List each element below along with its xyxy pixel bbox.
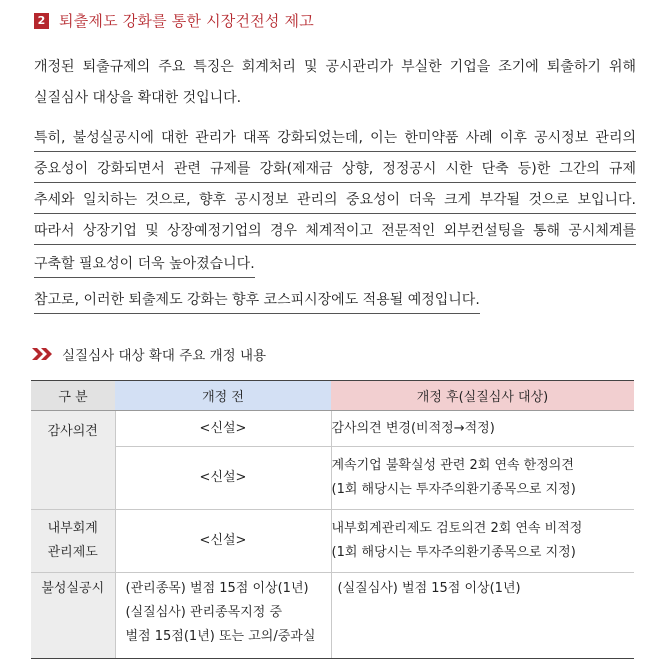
header-after: 개정 후(실질심사 대상)	[331, 381, 634, 411]
after-cell	[331, 411, 634, 447]
cell-text: <신설>	[199, 420, 247, 436]
category-cell	[31, 510, 115, 573]
paragraph-disclosure	[34, 125, 636, 280]
table-header-row	[31, 381, 634, 411]
table-title: 실질심사 대상 확대 주요 개정 내용	[62, 348, 267, 364]
table-row	[31, 447, 634, 510]
paragraph-line: 개정된 퇴출규제의 주요 특징은 회계처리 및 공시관리가 부실한 기업을 조기에 퇴출하기 위해	[34, 59, 636, 75]
cell-text: 감사의견 변경(비적정→적정)	[331, 420, 495, 436]
cell-text: (실질심사) 관리종목지정 중	[125, 605, 283, 620]
after-cell	[331, 573, 634, 659]
section-number-badge: 2	[34, 13, 49, 29]
paragraph-line: 실질심사 대상을 확대한 것입니다.	[34, 90, 242, 106]
cell-text: <신설>	[199, 470, 247, 485]
section-heading	[34, 10, 314, 31]
cell-text: <신설>	[199, 533, 247, 548]
before-cell	[115, 510, 331, 573]
table-row	[31, 573, 634, 659]
header-category: 구 분	[31, 381, 115, 411]
cell-text: (관리종목) 벌점 15점 이상(1년)	[125, 581, 309, 596]
before-cell	[115, 447, 331, 510]
underlined-line: 참고로, 이러한 퇴출제도 강화는 향후 코스피시장에도 적용될 예정입니다.	[34, 287, 480, 314]
after-cell	[331, 447, 634, 510]
cell-text: (1회 해당시는 투자주의환기종목으로 지정)	[331, 482, 576, 497]
cell-text: 계속기업 불확실성 관련 2회 연속 한정의견	[331, 458, 574, 473]
before-cell	[115, 573, 331, 659]
cell-text: 벌점 15점(1년) 또는 고의/중과실	[125, 629, 316, 644]
cell-text: 내부회계관리제도 검토의견 2회 연속 비적정	[331, 521, 583, 536]
table-row	[31, 510, 634, 573]
section-title: 퇴출제도 강화를 통한 시장건전성 제고	[59, 12, 314, 30]
underlined-line: 구축할 필요성이 더욱 높아졌습니다.	[34, 251, 255, 278]
category-label: 내부회계	[47, 521, 98, 536]
paragraph-intro	[34, 52, 636, 114]
underlined-line: 추세와 일치하는 것으로, 향후 공시정보 관리의 중요성이 더욱 크게 부각될 것으로 보입니다.	[34, 187, 636, 214]
revision-table	[31, 380, 634, 659]
before-cell	[115, 411, 331, 447]
cell-text: (실질심사) 벌점 15점 이상(1년)	[337, 581, 521, 596]
category-label: 관리제도	[47, 545, 98, 560]
category-label: 불성실공시	[41, 581, 105, 596]
paragraph-kospi-note	[34, 285, 636, 316]
after-cell	[331, 510, 634, 573]
underlined-line: 특히, 불성실공시에 대한 관리가 대폭 강화되었는데, 이는 한미약품 사례 이후 공시정보 관리의	[34, 125, 636, 152]
category-cell	[31, 411, 115, 510]
table-subheading	[32, 344, 266, 364]
underlined-line: 중요성이 강화되면서 관련 규제를 강화(제재금 상향, 정정공시 시한 단축 등)한 그간의 규제	[34, 156, 636, 183]
header-before: 개정 전	[115, 381, 331, 411]
underlined-line: 따라서 상장기업 및 상장예정기업의 경우 체계적이고 전문적인 외부컨설팅을 통해 공시체계를	[34, 218, 636, 245]
cell-text: (1회 해당시는 투자주의환기종목으로 지정)	[331, 545, 576, 560]
double-chevron-right-icon	[32, 347, 54, 361]
table-row	[31, 411, 634, 447]
category-label: 감사의견	[47, 424, 98, 439]
category-cell	[31, 573, 115, 659]
